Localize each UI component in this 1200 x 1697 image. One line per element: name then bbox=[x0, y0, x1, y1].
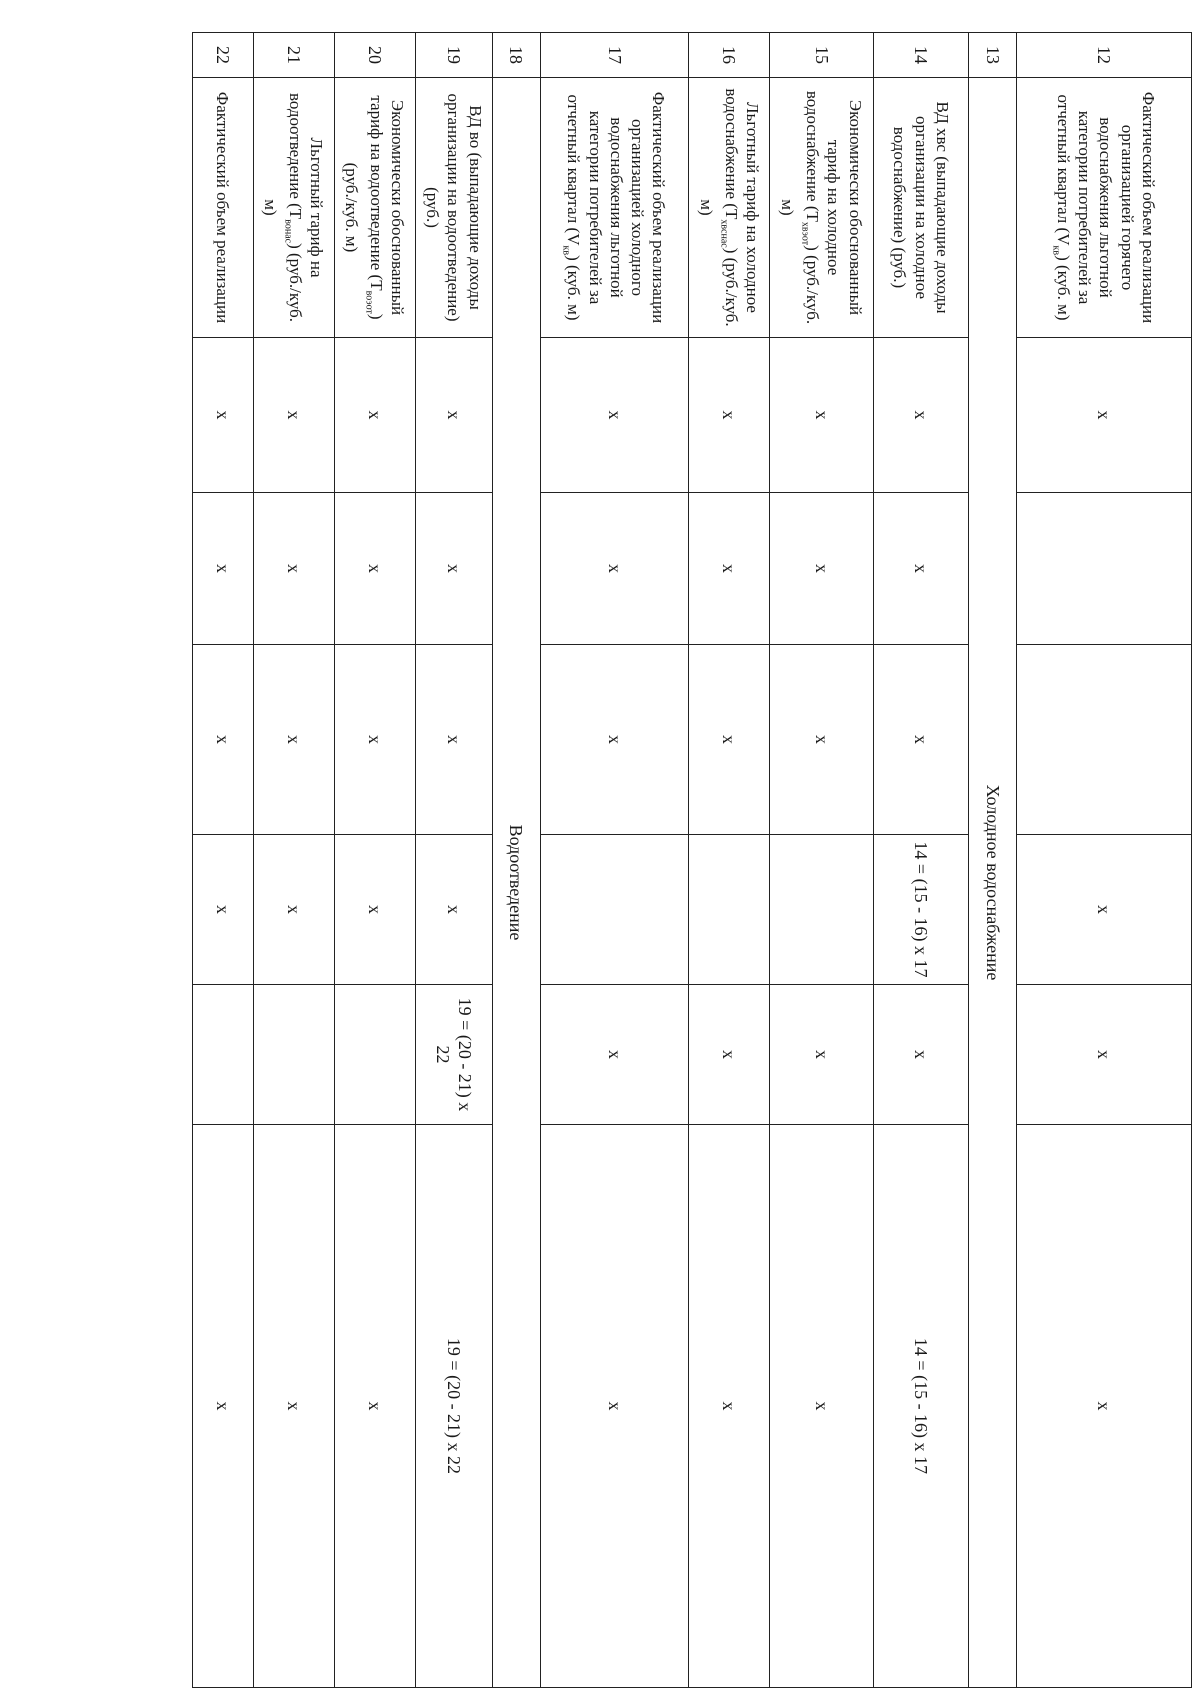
row-label bbox=[1016, 78, 1191, 338]
value-cell-c1: х bbox=[873, 338, 968, 493]
value-cell-c6: х bbox=[193, 1125, 254, 1688]
value-cell-c1: х bbox=[1016, 338, 1191, 493]
value-cell-c2: х bbox=[540, 493, 689, 645]
value-cell-c3: х bbox=[415, 645, 492, 835]
row-label-subscript: хвснас bbox=[718, 219, 730, 248]
table-row bbox=[253, 33, 334, 1688]
table-body bbox=[193, 33, 1192, 1688]
row-label-text: ВД хвс (выпадающие доходы организации на холодное водоснабжение) (руб.) bbox=[890, 101, 952, 314]
row-label bbox=[873, 78, 968, 338]
row-label-suffix: ) (куб. м) bbox=[564, 255, 584, 321]
row-label bbox=[415, 78, 492, 338]
value-cell-c6: х bbox=[253, 1125, 334, 1688]
row-label bbox=[253, 78, 334, 338]
table-row bbox=[334, 33, 415, 1688]
row-label-subscript: воэот bbox=[363, 290, 375, 314]
value-cell-c4 bbox=[540, 835, 689, 985]
value-cell-c5 bbox=[334, 985, 415, 1125]
row-label-suffix: ) (руб./куб. м) bbox=[261, 199, 305, 323]
row-label-text: Экономически обоснованный тариф на холодное водоснабжение (Т bbox=[803, 90, 865, 316]
row-label-suffix: ) (руб./куб. м) bbox=[778, 199, 823, 325]
value-cell-c1: х bbox=[193, 338, 254, 493]
value-cell-c6: х bbox=[540, 1125, 689, 1688]
row-label-text: Льготный тариф на холодное водоснабжение (Т bbox=[721, 88, 762, 313]
row-number: 12 bbox=[1016, 33, 1191, 78]
row-number: 15 bbox=[770, 33, 874, 78]
value-cell-c4 bbox=[770, 835, 874, 985]
table-row bbox=[540, 33, 689, 1688]
table-row bbox=[492, 33, 540, 1688]
value-cell-c2 bbox=[1016, 493, 1191, 645]
value-cell-c3: х bbox=[873, 645, 968, 835]
value-cell-c3: х bbox=[253, 645, 334, 835]
row-label-text: Фактический объем реализации организацией горячего водоснабжения льготной категории потребителей за отчетный квартал (V bbox=[1053, 91, 1158, 324]
row-number: 19 bbox=[415, 33, 492, 78]
value-cell-c2: х bbox=[253, 493, 334, 645]
value-cell-c3 bbox=[1016, 645, 1191, 835]
row-label-text: Экономически обоснованный тариф на водоотведение (Т bbox=[367, 95, 408, 316]
row-label-suffix: ) (куб. м) bbox=[1053, 255, 1073, 321]
value-cell-c6: 19 = (20 - 21) х 22 bbox=[415, 1125, 492, 1688]
value-cell-c3: х bbox=[193, 645, 254, 835]
row-label bbox=[770, 78, 874, 338]
value-cell-c1: х bbox=[334, 338, 415, 493]
value-cell-c3: х bbox=[689, 645, 770, 835]
value-cell-c5: х bbox=[1016, 985, 1191, 1125]
row-label bbox=[689, 78, 770, 338]
row-label-text: ВД во (выпадающие доходы организации на водоотведение) (руб.) bbox=[423, 93, 485, 322]
value-cell-c2: х bbox=[415, 493, 492, 645]
value-cell-c5 bbox=[253, 985, 334, 1125]
row-label bbox=[193, 78, 254, 338]
tariff-table bbox=[192, 32, 1192, 1688]
value-cell-c4: х bbox=[334, 835, 415, 985]
row-number: 14 bbox=[873, 33, 968, 78]
table-row bbox=[193, 33, 254, 1688]
row-number: 16 bbox=[689, 33, 770, 78]
section-header: Холодное водоснабжение bbox=[969, 78, 1017, 1688]
section-header: Водоотведение bbox=[492, 78, 540, 1688]
row-label-subscript: кв bbox=[560, 245, 572, 256]
value-cell-c4 bbox=[689, 835, 770, 985]
value-cell-c6: х bbox=[689, 1125, 770, 1688]
value-cell-c3: х bbox=[770, 645, 874, 835]
row-label-text: Фактический объем реализации bbox=[213, 91, 233, 324]
value-cell-c5: х bbox=[770, 985, 874, 1125]
row-label-text: Фактический объем реализации организацией холодного водоснабжения льготной категории потребителей за отчетный квартал (V bbox=[564, 91, 669, 324]
value-cell-c6: 14 = (15 - 16) х 17 bbox=[873, 1125, 968, 1688]
value-cell-c4: х bbox=[253, 835, 334, 985]
table-row bbox=[1016, 33, 1191, 1688]
value-cell-c1: х bbox=[540, 338, 689, 493]
value-cell-c2: х bbox=[193, 493, 254, 645]
value-cell-c5: х bbox=[689, 985, 770, 1125]
row-number: 20 bbox=[334, 33, 415, 78]
row-label bbox=[334, 78, 415, 338]
value-cell-c4: 14 = (15 - 16) х 17 bbox=[873, 835, 968, 985]
rotated-table-container bbox=[192, 32, 1192, 1687]
value-cell-c2: х bbox=[873, 493, 968, 645]
value-cell-c4: х bbox=[1016, 835, 1191, 985]
value-cell-c1: х bbox=[770, 338, 874, 493]
row-label-subscript: хвэот bbox=[799, 221, 811, 246]
value-cell-c4: х bbox=[193, 835, 254, 985]
row-label-text: Льготный тариф на водоотведение (Т bbox=[286, 92, 327, 278]
value-cell-c1: х bbox=[415, 338, 492, 493]
value-cell-c4: х bbox=[415, 835, 492, 985]
value-cell-c5: х bbox=[540, 985, 689, 1125]
row-number: 13 bbox=[969, 33, 1017, 78]
row-label-subscript: вонас bbox=[282, 219, 294, 244]
value-cell-c3: х bbox=[540, 645, 689, 835]
value-cell-c6: х bbox=[770, 1125, 874, 1688]
table-row bbox=[969, 33, 1017, 1688]
row-label-subscript: кв bbox=[1050, 245, 1062, 256]
value-cell-c5: х bbox=[873, 985, 968, 1125]
row-label-suffix: ) (руб./куб. м) bbox=[696, 199, 741, 327]
row-number: 18 bbox=[492, 33, 540, 78]
value-cell-c5: 19 = (20 - 21) х 22 bbox=[415, 985, 492, 1125]
value-cell-c1: х bbox=[689, 338, 770, 493]
value-cell-c6: х bbox=[334, 1125, 415, 1688]
row-label-suffix: ) (руб./куб. м) bbox=[342, 162, 387, 320]
row-number: 22 bbox=[193, 33, 254, 78]
value-cell-c5 bbox=[193, 985, 254, 1125]
row-label bbox=[540, 78, 689, 338]
value-cell-c2: х bbox=[689, 493, 770, 645]
value-cell-c2: х bbox=[334, 493, 415, 645]
value-cell-c6: х bbox=[1016, 1125, 1191, 1688]
value-cell-c3: х bbox=[334, 645, 415, 835]
table-row bbox=[689, 33, 770, 1688]
row-number: 17 bbox=[540, 33, 689, 78]
table-row bbox=[770, 33, 874, 1688]
value-cell-c1: х bbox=[253, 338, 334, 493]
rotated-table-wrapper bbox=[192, 32, 1199, 1687]
table-row bbox=[415, 33, 492, 1688]
value-cell-c2: х bbox=[770, 493, 874, 645]
row-number: 21 bbox=[253, 33, 334, 78]
table-row bbox=[873, 33, 968, 1688]
